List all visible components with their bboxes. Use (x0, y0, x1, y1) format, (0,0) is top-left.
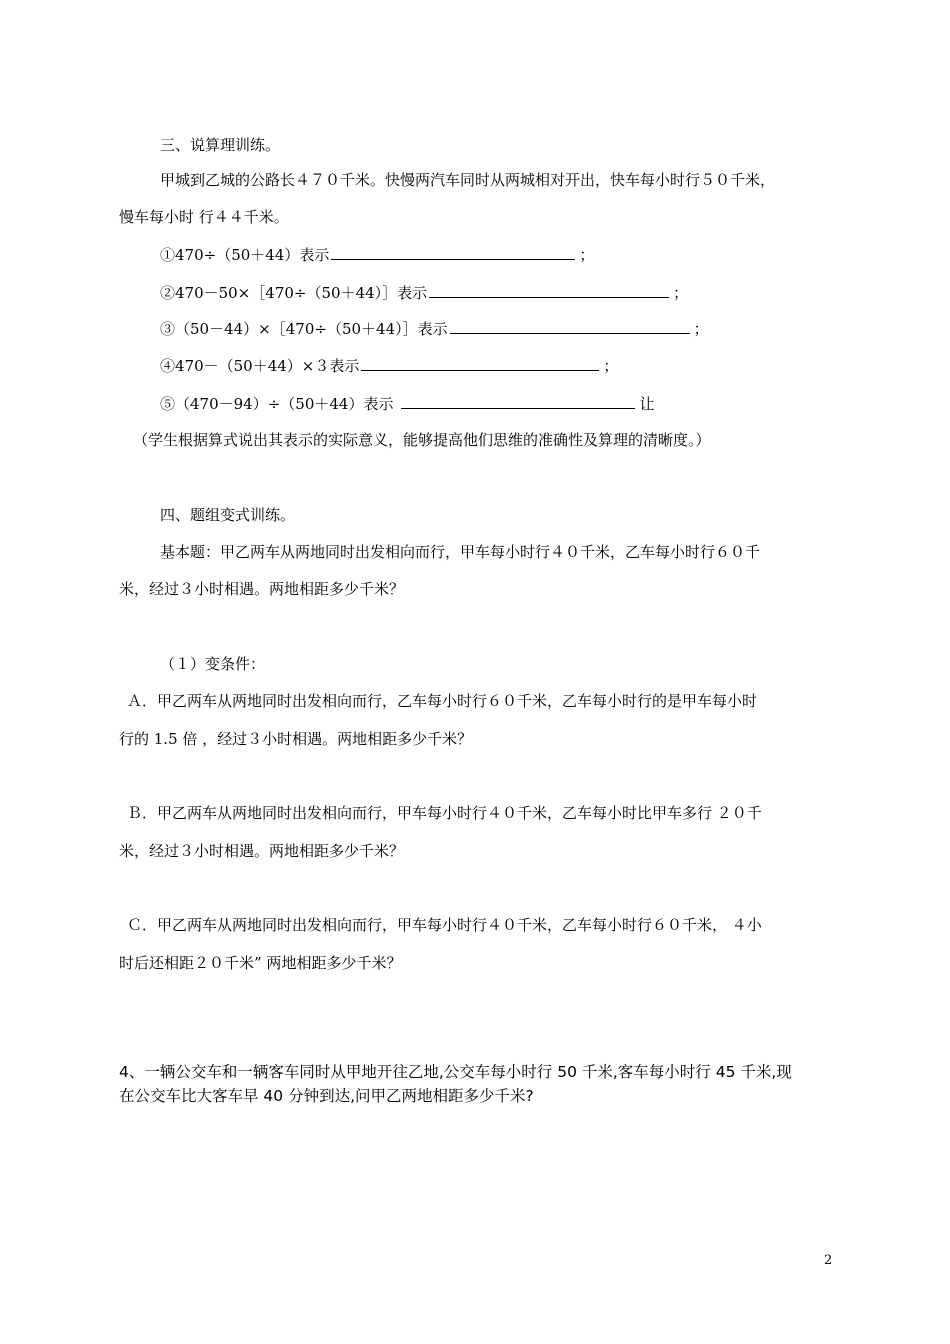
variation-c-line-1: Ｃ．甲乙两车从两地同时出发相向而行，甲车每小时行４０千米，乙车每小时行６０千米， ４小 (127, 916, 762, 934)
expression-suffix: ； (603, 357, 619, 375)
expression-text: ②470－50×［470÷（50＋44）］表示 (160, 284, 428, 302)
expression-suffix: 让 (639, 395, 655, 413)
problem-4-line-2: 在公交车比大客车早 40 分钟到达,问甲乙两地相距多少千米? (119, 1087, 534, 1105)
expression-text: ③（50－44）×［470÷（50＋44）］表示 (160, 320, 448, 338)
section-3-heading: 三、说算理训练。 (160, 136, 281, 154)
expression-item-2 (160, 282, 688, 303)
section-3-note: （学生根据算式说出其表示的实际意义，能够提高他们思维的准确性及算理的清晰度。） (133, 431, 711, 449)
answer-blank (331, 244, 575, 260)
section-3-problem-line-2: 慢车每小时 行４４千米。 (119, 208, 289, 226)
answer-blank (361, 355, 599, 371)
page-number: 2 (824, 1253, 833, 1268)
expression-item-5 (160, 393, 654, 414)
basic-problem-line-1: 基本题：甲乙两车从两地同时出发相向而行，甲车每小时行４０千米，乙车每小时行６０千 (160, 543, 761, 561)
section-4-heading: 四、题组变式训练。 (160, 506, 296, 524)
expression-text: ①470÷（50＋44）表示 (160, 246, 330, 264)
expression-text: ⑤（470－94）÷（50＋44）表示 (160, 395, 394, 413)
answer-blank (429, 282, 669, 298)
variation-c-line-2: 时后还相距２０千米” 两地相距多少千米？ (119, 954, 402, 972)
expression-item-4 (160, 355, 618, 376)
expression-item-1 (160, 244, 594, 265)
expression-suffix: ； (693, 320, 709, 338)
expression-item-3 (160, 318, 709, 339)
variation-a-line-2: 行的 1.5 倍 ，经过３小时相遇。两地相距多少千米？ (119, 730, 473, 748)
problem-4-line-1: 4、一辆公交车和一辆客车同时从甲地开往乙地,公交车每小时行 50 千米,客车每小时行 45 千米,现 (119, 1063, 792, 1081)
section-3-problem-line-1: 甲城到乙城的公路长４７０千米。快慢两汽车同时从两城相对开出，快车每小时行５０千米， (160, 171, 776, 189)
variation-a-line-1: Ａ．甲乙两车从两地同时出发相向而行，乙车每小时行６０千米，乙车每小时行的是甲车每小时 (127, 692, 758, 710)
expression-suffix: ； (579, 246, 595, 264)
variation-label: （１）变条件： (160, 655, 266, 673)
variation-b-line-1: Ｂ．甲乙两车从两地同时出发相向而行，甲车每小时行４０千米，乙车每小时比甲车多行 ２０千 (127, 804, 762, 822)
answer-blank (450, 318, 690, 334)
expression-suffix: ； (673, 284, 689, 302)
variation-b-line-2: 米，经过３小时相遇。两地相距多少千米？ (119, 842, 405, 860)
answer-blank (401, 393, 635, 409)
basic-problem-line-2: 米，经过３小时相遇。两地相距多少千米？ (119, 580, 405, 598)
expression-text: ④470－（50＋44）×３表示 (160, 357, 360, 375)
